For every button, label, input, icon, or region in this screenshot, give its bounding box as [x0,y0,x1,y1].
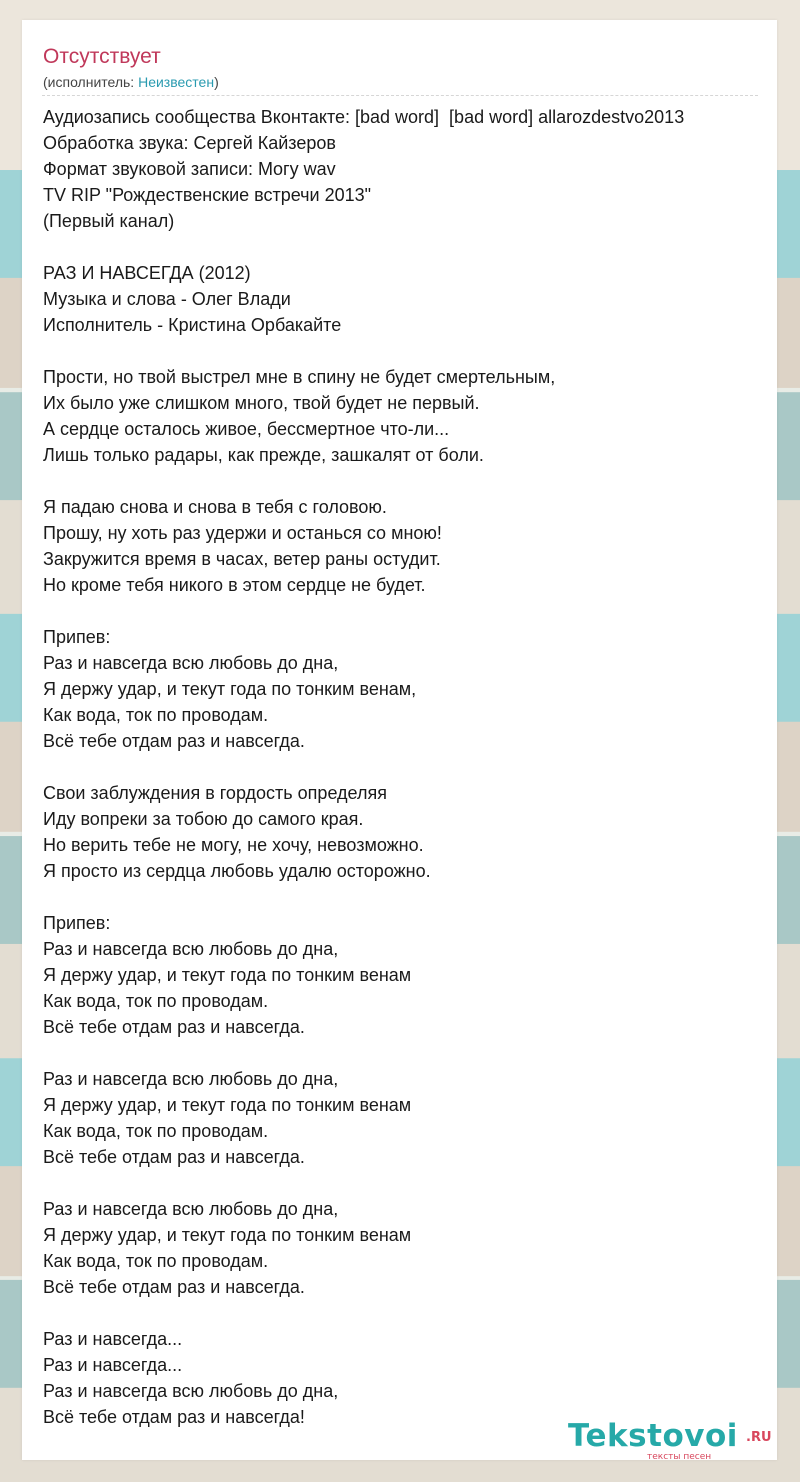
header-divider [42,95,758,96]
artist-line [43,73,219,91]
logo-tagline: тексты песен [647,1452,712,1462]
site-logo[interactable] [568,1418,778,1462]
lyrics-text: Аудиозапись сообщества Вконтакте: [bad word] [bad word] allarozdestvo2013 Обработка звука: Сергей Кайзеров Формат звуковой записи: Mогу wav TV RIP "Рождественские встречи 2013" (Первый канал) РАЗ И НАВСЕГДА (2012) Музыка и слова - Олег Влади Исполнитель - Кристина Орбакайте Прости, но твой выстрел мне в спину не будет смертельным, Их было уже слишком много, твой будет не первый. А сердце осталось живое, бессмертное что-ли... Лишь только радары, как прежде, зашкалят от боли. Я падаю снова и снова в тебя с головою. Прошу, ну хоть раз удержи и останься со мною! Закружится время в часах, ветер раны остудит. Но кроме тебя никого в этом сердце не будет. Припев: Раз и навсегда всю любовь до дна, Я держу удар, и текут года по тонким венам, Как вода, ток по проводам. Всё тебе отдам раз и навсегда. Свои заблуждения в гордость определяя Иду вопреки за тобою до самого края. Но верить тебе не могу, не хочу, невозможно. Я просто из сердца любовь удалю осторожно. Припев: Раз и навсегда всю любовь до дна, Я держу удар, и текут года по тонким венам Как вода, ток по проводам. Всё тебе отдам раз и навсегда. Раз и навсегда всю любовь до дна, Я держу удар, и текут года по тонким венам Как вода, ток по проводам. Всё тебе отдам раз и навсегда. Раз и навсегда всю любовь до дна, Я держу удар, и текут года по тонким венам Как вода, ток по проводам. Всё тебе отдам раз и навсегда. Раз и навсегда... Раз и навсегда... Раз и навсегда всю любовь до дна, Всё тебе отдам раз и навсегда! [43,107,685,1427]
logo-name: Tekstovoi [568,1418,738,1454]
song-title: Отсутствует [43,45,161,68]
artist-suffix: ) [214,74,219,90]
logo-tld: .RU [746,1430,772,1445]
artist-link[interactable]: Неизвестен [138,74,215,90]
artist-prefix: (исполнитель: [43,74,139,90]
